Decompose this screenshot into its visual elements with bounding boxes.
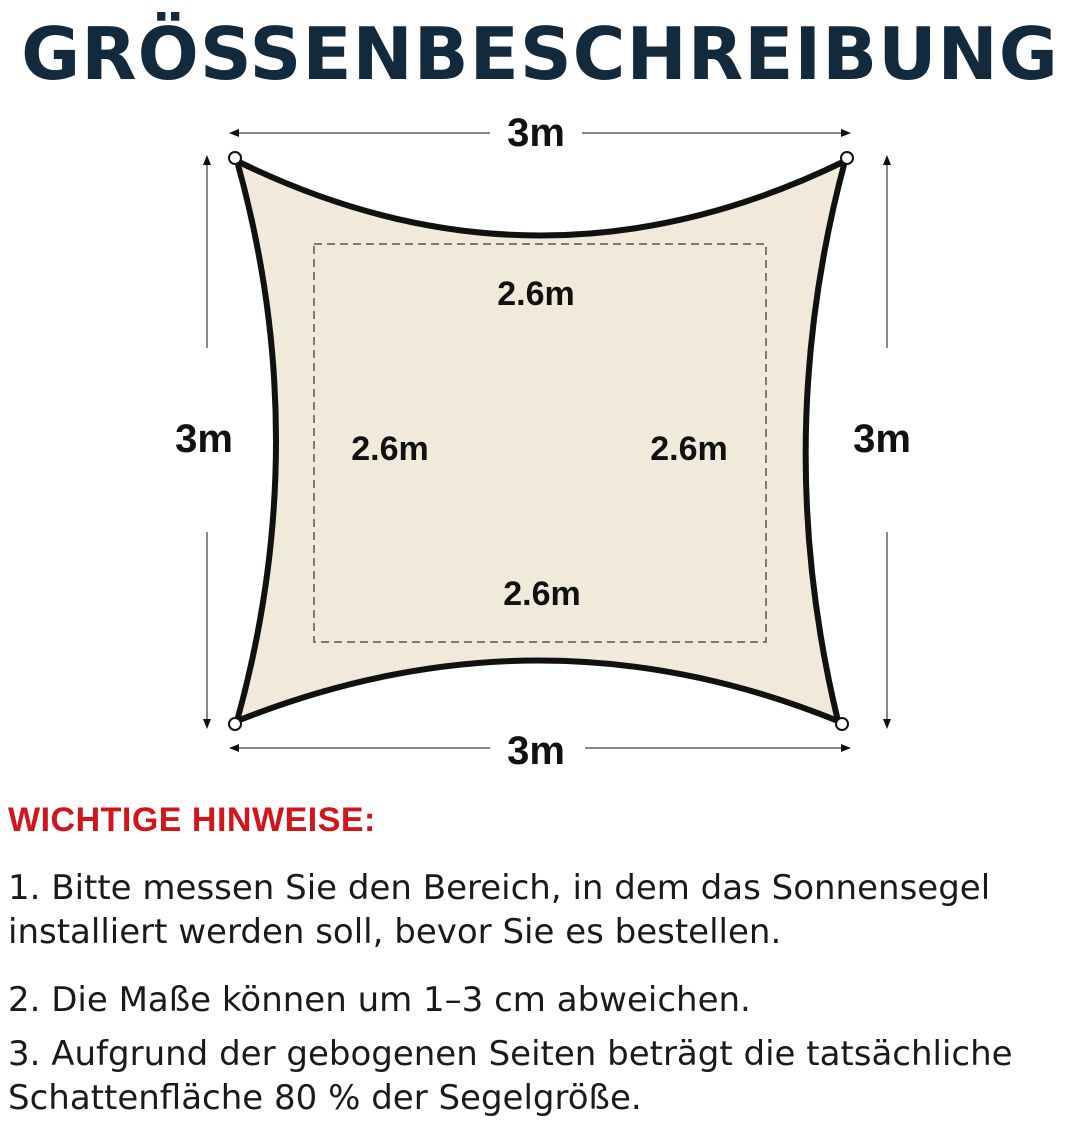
right-dimension-label: 3m	[853, 417, 911, 461]
bottom-dimension-label: 3m	[507, 729, 565, 773]
inner-left-label: 2.6m	[351, 430, 429, 468]
notes-heading: WICHTIGE HINWEISE:	[8, 801, 376, 839]
corner-ring-top-left	[229, 152, 241, 164]
inner-top-label: 2.6m	[497, 275, 575, 313]
corner-ring-bottom-left	[229, 718, 241, 730]
page-title: GRÖSSENBESCHREIBUNG	[21, 12, 1059, 96]
sail-shape	[237, 161, 845, 721]
left-dimension-label: 3m	[175, 417, 233, 461]
note-item: 1. Bitte messen Sie den Bereich, in dem das Sonnensegel installiert werden soll, bevor Sie es bestellen.	[8, 868, 991, 952]
top-dimension-label: 3m	[507, 111, 565, 155]
note-item: 3. Aufgrund der gebogenen Seiten beträgt die tatsächliche Schattenfläche 80 % der Segelgröße.	[8, 1034, 1013, 1118]
inner-bottom-label: 2.6m	[503, 575, 581, 613]
note-item: 2. Die Maße können um 1–3 cm abweichen.	[8, 980, 751, 1020]
inner-right-label: 2.6m	[650, 430, 728, 468]
corner-ring-bottom-right	[836, 718, 848, 730]
corner-ring-top-right	[841, 152, 853, 164]
